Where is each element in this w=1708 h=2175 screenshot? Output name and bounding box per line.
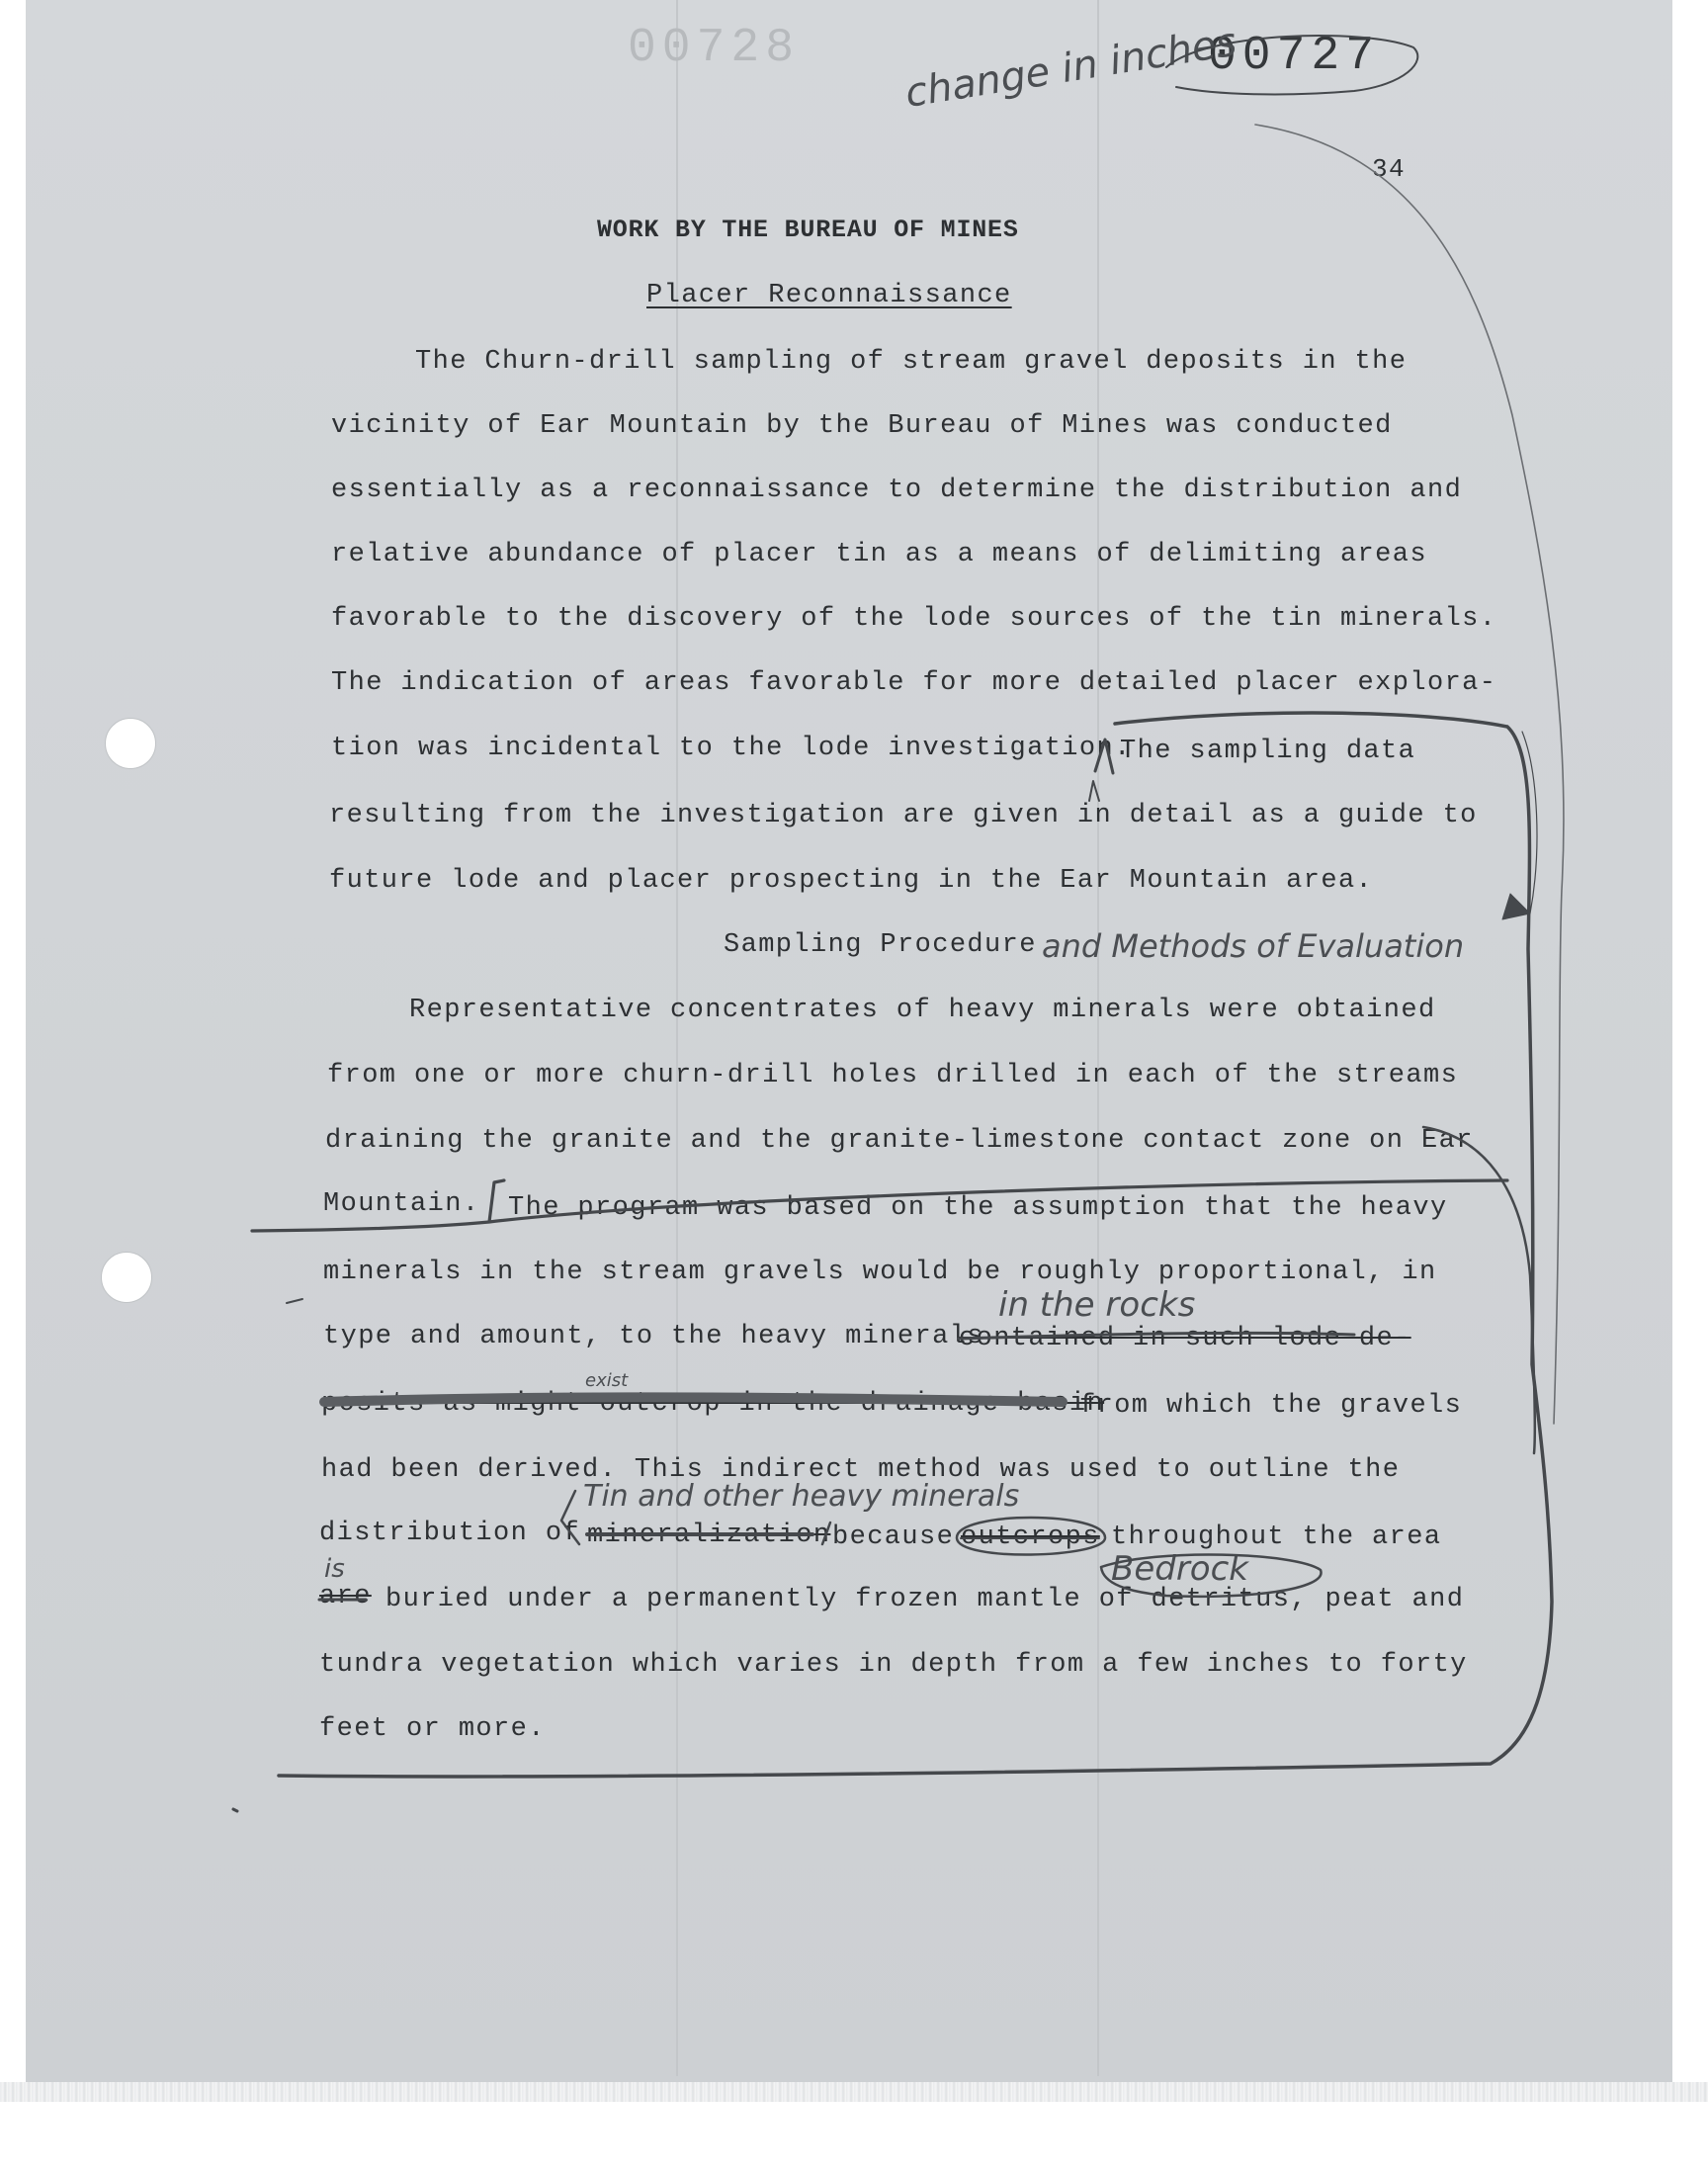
body-line: vicinity of Ear Mountain by the Bureau of Mines was conducted	[331, 411, 1393, 441]
handwritten-insertion: exist	[585, 1370, 629, 1391]
body-line: The program was based on the assumption that the heavy	[508, 1193, 1448, 1223]
page-number: 34	[1372, 154, 1407, 184]
circle-mark	[957, 1518, 1105, 1555]
insertion-caret	[1095, 740, 1113, 773]
body-line: from one or more churn-drill holes drilled in each of the streams	[327, 1061, 1459, 1090]
section-title: Placer Reconnaissance	[646, 281, 1012, 310]
bracket-mark	[822, 1522, 830, 1544]
block-divider	[252, 1180, 1507, 1231]
strike-line	[959, 1333, 1354, 1339]
body-line: favorable to the discovery of the lode sources of the tin minerals.	[331, 604, 1497, 634]
body-line: buried under a permanently frozen mantle of detritus, peat and	[385, 1585, 1465, 1614]
insertion-caret-small	[1089, 781, 1099, 801]
body-line: The Churn-drill sampling of stream gravel deposits in the	[415, 347, 1408, 377]
body-line: tion was incidental to the lode investigation.	[331, 734, 1132, 763]
body-line: throughout the area	[1111, 1522, 1442, 1552]
body-line: because	[832, 1522, 955, 1552]
body-line: future lode and placer prospecting in the Ear Mountain area.	[329, 866, 1374, 896]
move-bracket-inner	[1423, 1127, 1535, 1453]
number-circle-mark	[1166, 36, 1417, 94]
body-line: type and amount, to the heavy minerals	[323, 1322, 984, 1351]
handwritten-insertion: Bedrock	[1111, 1549, 1248, 1589]
body-line: Mountain.	[323, 1189, 480, 1219]
body-line: essentially as a reconnaissance to determine the distribution and	[331, 476, 1463, 505]
page-title: WORK BY THE BUREAU OF MINES	[597, 216, 1019, 244]
struck-text: are	[319, 1582, 372, 1611]
struck-text: outcrops	[961, 1522, 1100, 1552]
body-line: The sampling data	[1120, 737, 1416, 766]
handwritten-insertion: Tin and other heavy minerals	[583, 1479, 1020, 1514]
handwritten-annotation: change in inches	[901, 19, 1240, 117]
body-line: tundra vegetation which varies in depth from a few inches to forty	[319, 1650, 1468, 1680]
circle-mark	[1101, 1555, 1322, 1597]
handwritten-insertion: in the rocks	[998, 1285, 1196, 1325]
ghost-doc-number: 00728	[628, 22, 801, 75]
body-line: from which the gravels	[1079, 1391, 1463, 1421]
body-line: relative abundance of placer tin as a means of delimiting areas	[331, 540, 1427, 569]
struck-text: contained in such lode de-	[959, 1324, 1411, 1353]
body-line: distribution of	[319, 1519, 581, 1548]
margin-guide-line	[1255, 125, 1564, 1424]
move-arrow	[1502, 894, 1530, 919]
subsection-title: Sampling Procedure	[724, 930, 1037, 960]
struck-text: posits as might outcrop in the drainage basin	[321, 1389, 1105, 1419]
body-line: minerals in the stream gravels would be roughly proportional, in	[323, 1258, 1437, 1287]
body-line: The indication of areas favorable for more detailed placer explora-	[331, 668, 1497, 698]
doc-number: 00727	[1208, 30, 1381, 83]
strike-scribble	[324, 1397, 1063, 1402]
handwritten-insertion: is	[324, 1554, 345, 1584]
struck-text: mineralization	[587, 1521, 831, 1550]
body-line: resulting from the investigation are given in detail as a guide to	[329, 801, 1478, 830]
body-line: feet or more.	[319, 1714, 546, 1744]
bracket-mark	[561, 1491, 579, 1544]
body-line: draining the granite and the granite-limestone contact zone on Ear	[325, 1126, 1474, 1156]
body-line: Representative concentrates of heavy minerals were obtained	[409, 996, 1436, 1025]
stray-mark	[287, 1299, 302, 1303]
handwritten-heading-addition: and Methods of Evaluation	[1042, 927, 1465, 965]
stray-mark	[233, 1809, 237, 1811]
move-bracket	[279, 713, 1552, 1777]
body-line: had been derived. This indirect method was used to outline the	[321, 1455, 1401, 1485]
